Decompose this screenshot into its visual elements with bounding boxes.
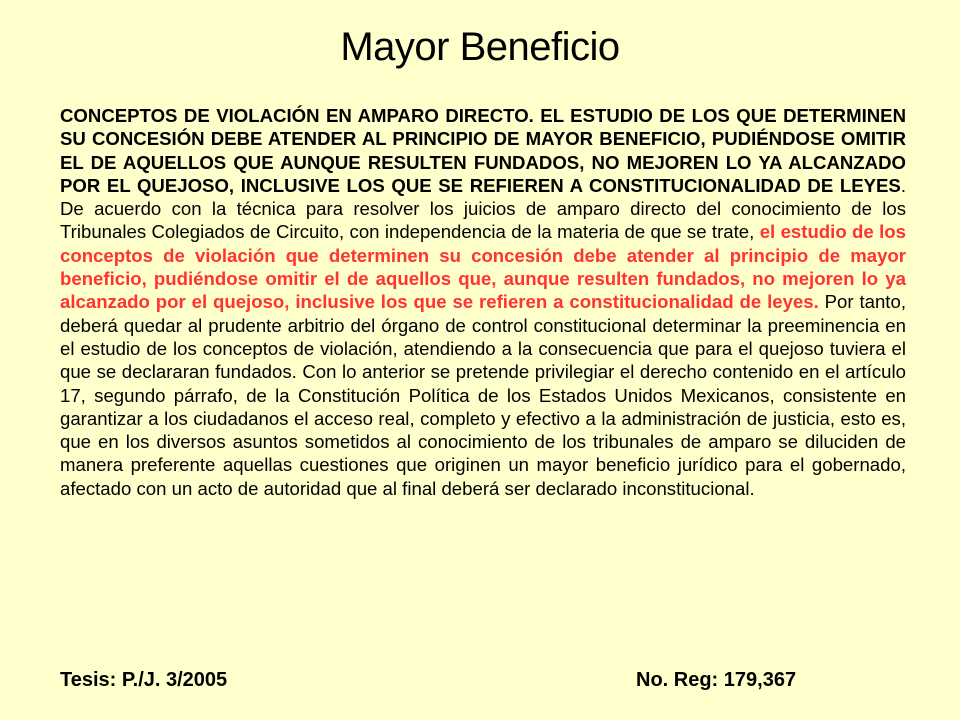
heading-terminator: . [900,174,906,196]
thesis-remainder: Por tanto, deberá quedar al prudente arbitrio del órgano de control constitucional determinar la preeminencia en el estudio de los conceptos de violación, atendiendo a la consecuencia que para el quejoso tuviera el que se declararan fundados. Con lo anterior se pretende privilegiar el derecho contenido en el artículo 17, segundo párrafo, de la Constitución Política de los Estados Unidos Mexicanos, consistente en garantizar a los ciudadanos el acceso real, completo y efectivo a la administración de justicia, esto es, que en los diversos asuntos sometidos al conocimiento de los tribunales de amparo se diluciden de manera preferente aquellas cuestiones que originen un mayor beneficio jurídico para el gobernado, afectado con un acto de autoridad que al final deberá ser declarado inconstitucional. [60,291,906,499]
thesis-intro: De acuerdo con la técnica para resolver los juicios de amparo directo del conocimiento de los Tribunales Colegiados de Circuito, con independencia de la materia de que se trate, [60,198,906,243]
tesis-reference: Tesis: P./J. 3/2005 [60,669,228,691]
registro-number: No. Reg: 179,367 [636,669,797,691]
thesis-heading: CONCEPTOS DE VIOLACIÓN EN AMPARO DIRECTO. EL ESTUDIO DE LOS QUE DETERMINEN SU CONCESIÓN DEBE ATENDER AL PRINCIPIO DE MAYOR BENEFICIO, PUDIÉNDOSE OMITIR EL DE AQUELLOS QUE AUNQUE RESULTEN FUNDADOS, NO MEJOREN LO YA ALCANZADO POR EL QUEJOSO, INCLUSIVE LOS QUE SE REFIEREN A CONSTITUCIONALIDAD DE LEYES [60,105,906,196]
slide-title: Mayor Beneficio [340,25,620,69]
thesis-body [60,104,906,500]
highlighted-principle: el estudio de los conceptos de violación que determinen su concesión debe atender al principio de mayor beneficio, pudiéndose omitir el de aquellos que, aunque resulten fundados, no mejoren lo ya alcanzado por el quejoso, inclusive los que se refieren a constitucionalidad de leyes. [60,221,906,313]
